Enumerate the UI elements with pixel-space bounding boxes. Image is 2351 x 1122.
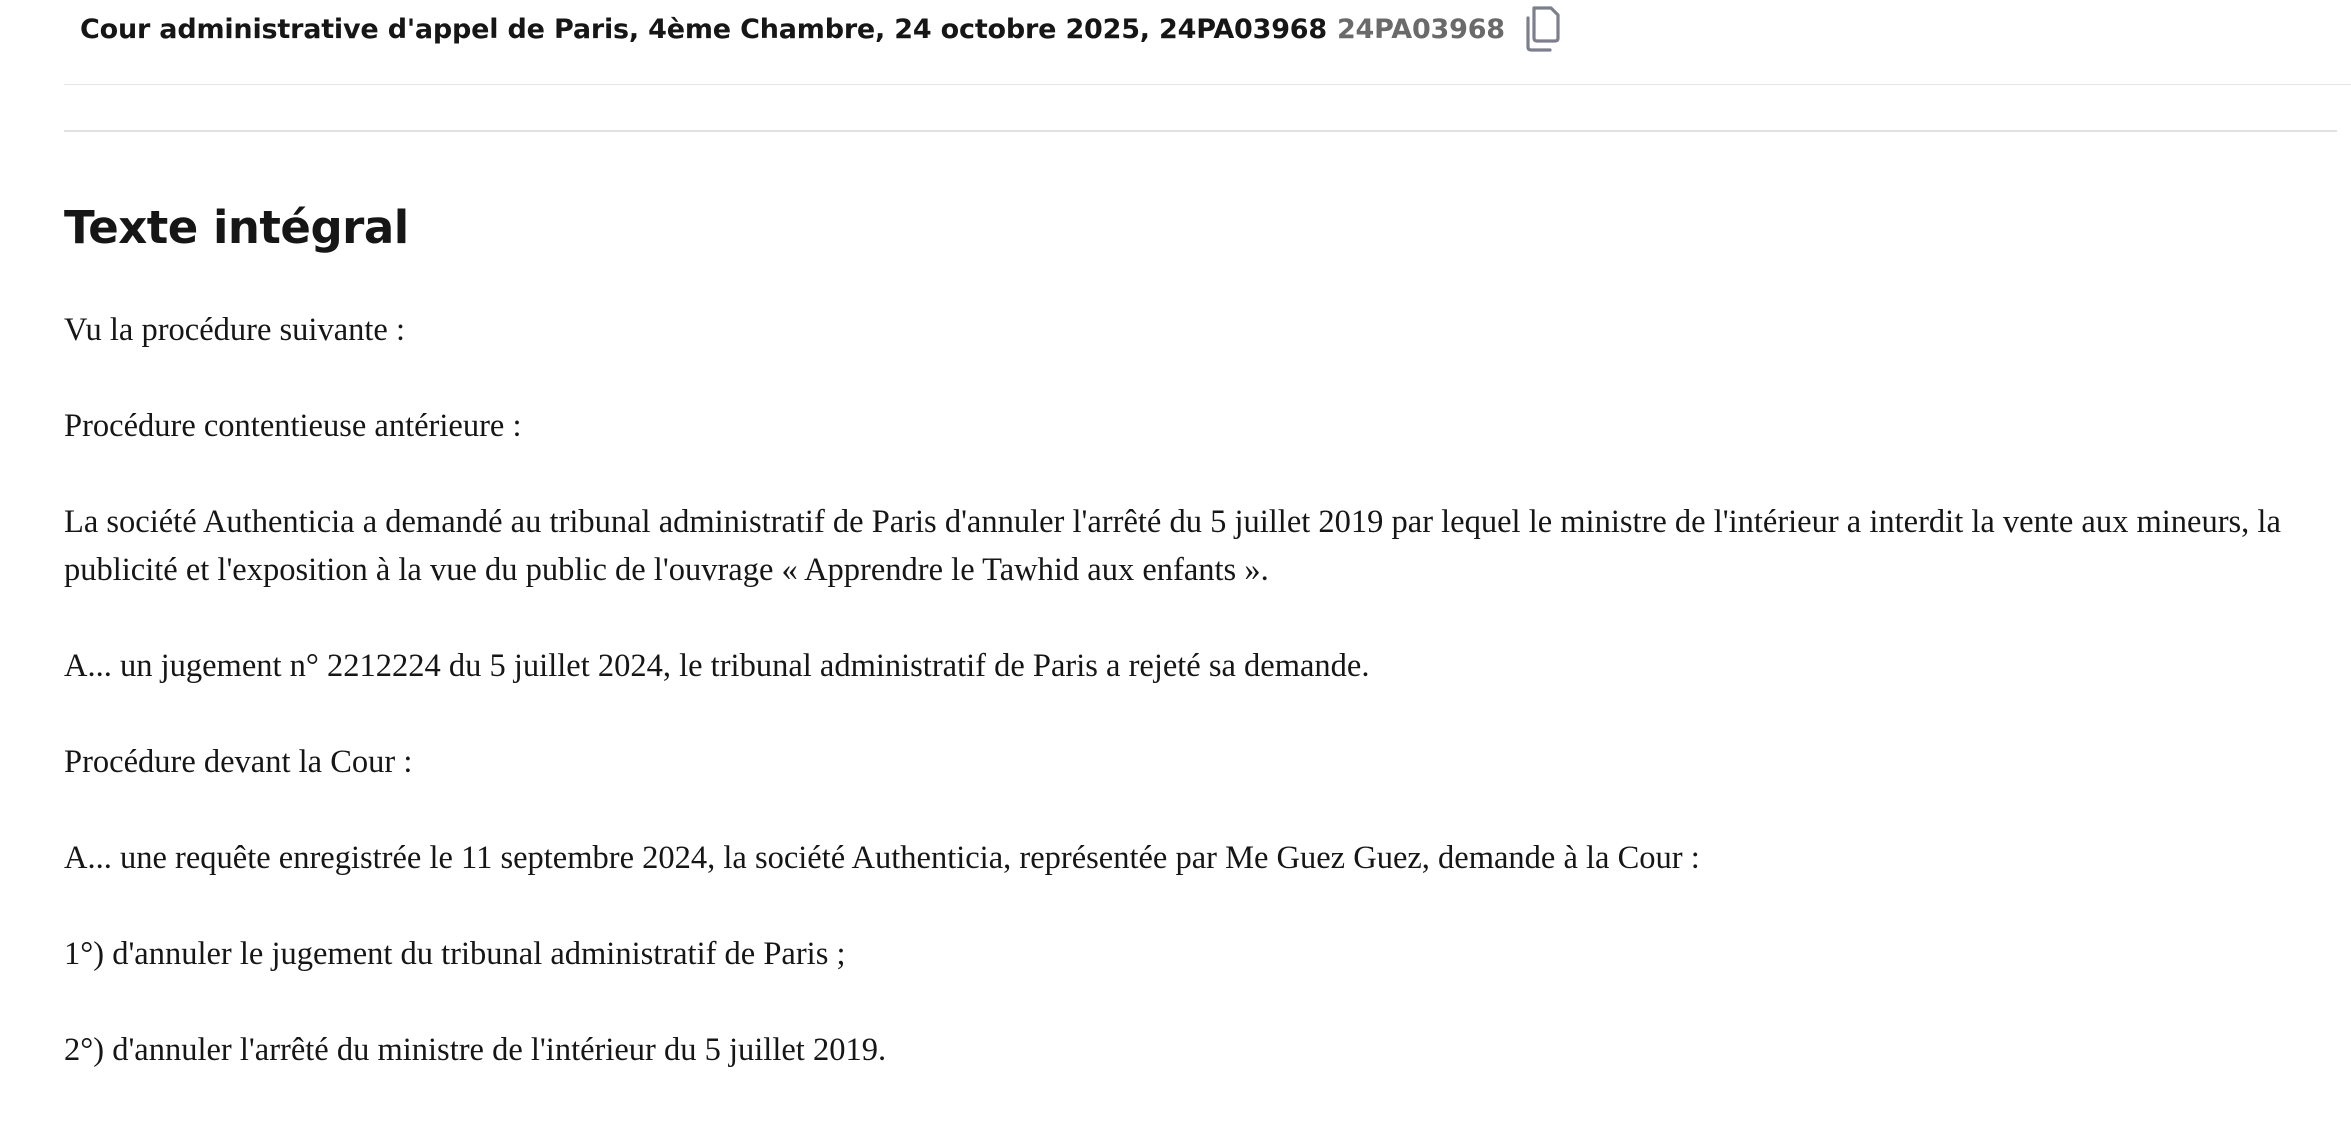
paragraph: A... un jugement n° 2212224 du 5 juillet 2024, le tribunal administratif de Paris a rejeté sa demande.	[64, 648, 1370, 684]
decision-title: Cour administrative d'appel de Paris, 4ème Chambre, 24 octobre 2025, 24PA03968	[80, 13, 1327, 45]
case-number: 24PA03968	[1336, 13, 1505, 45]
paragraph: Procédure devant la Cour :	[64, 744, 413, 780]
section-divider	[64, 130, 2337, 132]
paragraph: Procédure contentieuse antérieure :	[64, 408, 522, 444]
header-divider	[64, 84, 2351, 85]
paragraph: 1°) d'annuler le jugement du tribunal administratif de Paris ;	[64, 936, 846, 972]
decision-text	[64, 306, 2304, 1122]
copy-case-number-button[interactable]	[1519, 3, 1565, 55]
paragraph: A... une requête enregistrée le 11 septembre 2024, la société Authenticia, représentée par Me Guez Guez, demande à la Cour :	[64, 840, 1700, 876]
section-title: Texte intégral	[64, 201, 409, 254]
paragraph: La société Authenticia a demandé au tribunal administratif de Paris d'annuler l'arrêté du 5 juillet 2019 par lequel le ministre de l'intérieur a interdit la vente aux mineurs, la publicité et l'exposition à la vue du public de l'ouvrage « Apprendre le Tawhid aux enfants ».	[64, 504, 2281, 588]
paragraph: Vu la procédure suivante :	[64, 312, 405, 348]
paragraph: 2°) d'annuler l'arrêté du ministre de l'intérieur du 5 juillet 2019.	[64, 1032, 887, 1068]
copy-icon	[1520, 4, 1564, 54]
decision-header	[80, 0, 1565, 58]
